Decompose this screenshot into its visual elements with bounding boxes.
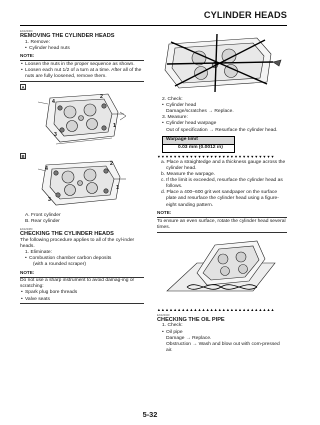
spec-label: Warpage limit bbox=[163, 137, 234, 145]
bolt-number-label: 3 bbox=[54, 131, 57, 138]
page-number: 5-32 bbox=[142, 410, 158, 419]
step-eliminate-detail: (with a rounded scraper) bbox=[33, 262, 87, 268]
cylinder-head-illustration bbox=[20, 153, 144, 213]
page-header-title: CYLINDER HEADS bbox=[203, 10, 287, 20]
reference-code: EAS23340 bbox=[157, 313, 170, 317]
bolt-number-label: 4 bbox=[52, 98, 55, 105]
note-divider bbox=[20, 303, 144, 304]
procedure-start-marker: ▼▼▼▼▼▼▼▼▼▼▼▼▼▼▼▼▼▼▼▼▼▼▼▼▼▼▼▼▼ bbox=[157, 154, 275, 159]
substep: b. Measure the warpage. bbox=[161, 172, 216, 178]
step-remove-item: • Cylinder head nuts bbox=[20, 46, 144, 52]
note-label: NOTE: bbox=[20, 269, 35, 275]
section-title-checking-heads: CHECKING THE CYLINDER HEADS bbox=[20, 231, 114, 238]
step-eliminate: 1. Eliminate: bbox=[25, 250, 52, 256]
section-title-oil-pipe: CHECKING THE OIL PIPE bbox=[157, 316, 225, 323]
note-text: To ensure an even surface, rotate the cylinder head several times. bbox=[157, 218, 286, 230]
step-measure: 3. Measure: bbox=[162, 115, 188, 121]
note-item: • Loosen each nut 1/2 of a turn at a time. After all of the nuts are fully loosened, remove them. bbox=[20, 68, 144, 80]
note-label: NOTE: bbox=[157, 210, 172, 216]
oil-pipe-obstruction: Obstruction → Wash and blow out with com-pressed air. bbox=[166, 341, 280, 353]
bolt-number-label: 2 bbox=[100, 93, 103, 100]
note-label: NOTE: bbox=[20, 53, 35, 59]
bolt-number-label: 1 bbox=[113, 122, 116, 129]
step-measure-result: Out of specification → Resurface the cylinder head. bbox=[166, 127, 278, 133]
warpage-measurement-illustration bbox=[157, 30, 287, 94]
reference-code: EAS23380 bbox=[20, 228, 33, 232]
reference-code: EAS23360 bbox=[20, 30, 33, 33]
rear-cylinder-figure bbox=[20, 153, 144, 213]
header-divider bbox=[20, 25, 287, 26]
note-item: • Valve seats bbox=[20, 297, 144, 303]
note-text: Do not use a sharp instrument to avoid damag-ing or scratching: bbox=[20, 278, 135, 290]
bolt-number-label: 4 bbox=[45, 165, 48, 172]
substep: d. Place a 400–600 grit wet sandpaper on the surface plate and resurface the cylinder head using a figure-eight sanding pattern. bbox=[161, 190, 279, 208]
procedure-end-marker: ▲▲▲▲▲▲▲▲▲▲▲▲▲▲▲▲▲▲▲▲▲▲▲▲▲▲▲▲▲ bbox=[157, 307, 275, 312]
front-cylinder-figure bbox=[20, 84, 144, 151]
substep: c. If the limit is exceeded, resurface the cylinder head as follows. bbox=[161, 178, 283, 190]
note-item: • Loosen the nuts in the proper sequence as shown. bbox=[20, 62, 144, 68]
bolt-number-label: 2 bbox=[110, 160, 113, 167]
oil-pipe-item: • Oil pipe bbox=[157, 330, 287, 336]
spec-value: 0.03 mm (0.0012 in) bbox=[178, 145, 223, 151]
figure-tag-b: B bbox=[21, 153, 25, 159]
section-title-removing: REMOVING THE CYLINDER HEADS bbox=[20, 33, 115, 40]
step-check: 2. Check: bbox=[162, 97, 183, 103]
bolt-number-label: 1 bbox=[116, 184, 119, 191]
bolt-number-label: 3 bbox=[48, 196, 51, 203]
step-check-item: • Cylinder head bbox=[157, 103, 287, 109]
substep: a. Place a straightedge and a thickness gauge across the cylinder head. bbox=[161, 159, 286, 171]
oil-pipe-damage: Damage → Replace. bbox=[166, 335, 212, 341]
section-intro: The following procedure applies to all of the cyl-inder heads. bbox=[20, 237, 135, 249]
cylinder-head-illustration bbox=[20, 84, 144, 151]
figure-tag-a: A bbox=[21, 84, 25, 90]
step-check-result: Damage/scratches → Replace. bbox=[166, 109, 234, 115]
step-eliminate-item: • Combustion chamber carbon deposits bbox=[20, 256, 144, 262]
step-remove: 1. Remove: bbox=[25, 39, 51, 45]
step-check-oil: 1. Check: bbox=[162, 323, 183, 329]
note-item: • Spark plug bore threads bbox=[20, 290, 144, 296]
warpage-spec-box bbox=[162, 136, 235, 153]
left-column bbox=[20, 30, 144, 305]
figure-caption: B. Rear cylinder bbox=[25, 219, 60, 225]
step-measure-item: • Cylinder head warpage bbox=[157, 121, 287, 127]
right-column bbox=[157, 30, 287, 354]
sanding-pattern-illustration bbox=[157, 233, 287, 303]
figure-caption: A. Front cylinder bbox=[25, 212, 61, 218]
note-divider bbox=[20, 81, 144, 82]
